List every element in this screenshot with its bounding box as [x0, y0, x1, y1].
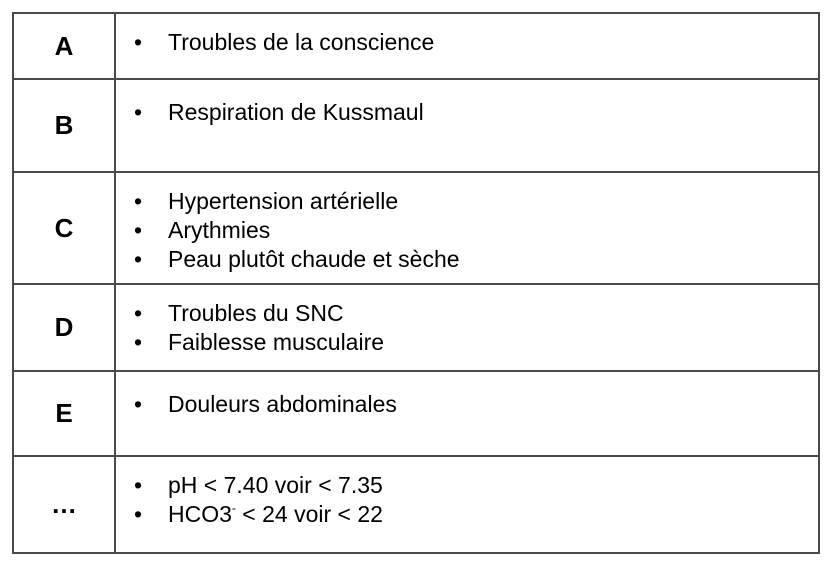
row-label: C [14, 173, 116, 283]
row-items [116, 372, 818, 419]
table-row [14, 14, 818, 80]
row-label: B [14, 80, 116, 171]
row-items [116, 285, 818, 357]
hco3-text: HCO3- < 24 voir < 22 [168, 501, 383, 527]
list-item: • Peau plutôt chaude et sèche [134, 246, 460, 272]
bullet-icon: • [134, 391, 143, 417]
bullet-icon: • [134, 300, 143, 326]
table-row [14, 285, 818, 372]
list-item: • pH < 7.40 voir < 7.35 [134, 472, 383, 498]
list-item: • Troubles du SNC [134, 300, 344, 326]
bullet-icon: • [134, 472, 143, 498]
bullet-icon: • [134, 501, 143, 527]
list-item [116, 500, 818, 529]
table-row [14, 372, 818, 457]
list-item: • Hypertension artérielle [134, 188, 399, 214]
list-item: • Respiration de Kussmaul [134, 99, 424, 125]
bullet-icon: • [134, 188, 143, 214]
list-item: • Arythmies [134, 217, 271, 243]
list-item: • Faiblesse musculaire [134, 329, 385, 355]
row-label: … [14, 457, 116, 552]
bullet-icon: • [134, 29, 143, 55]
list-item: • Douleurs abdominales [134, 391, 397, 417]
row-label: A [14, 14, 116, 78]
row-items [116, 457, 818, 529]
bullet-icon: • [134, 217, 143, 243]
table-row [14, 173, 818, 285]
findings-table [12, 12, 820, 554]
row-items [116, 173, 818, 274]
row-items [116, 14, 818, 57]
table-row [14, 457, 818, 552]
bullet-icon: • [134, 329, 143, 355]
row-label: D [14, 285, 116, 370]
row-items [116, 80, 818, 127]
list-item: • Troubles de la conscience [134, 29, 435, 55]
bullet-icon: • [134, 99, 143, 125]
table-row [14, 80, 818, 173]
row-label: E [14, 372, 116, 455]
bullet-icon: • [134, 246, 143, 272]
